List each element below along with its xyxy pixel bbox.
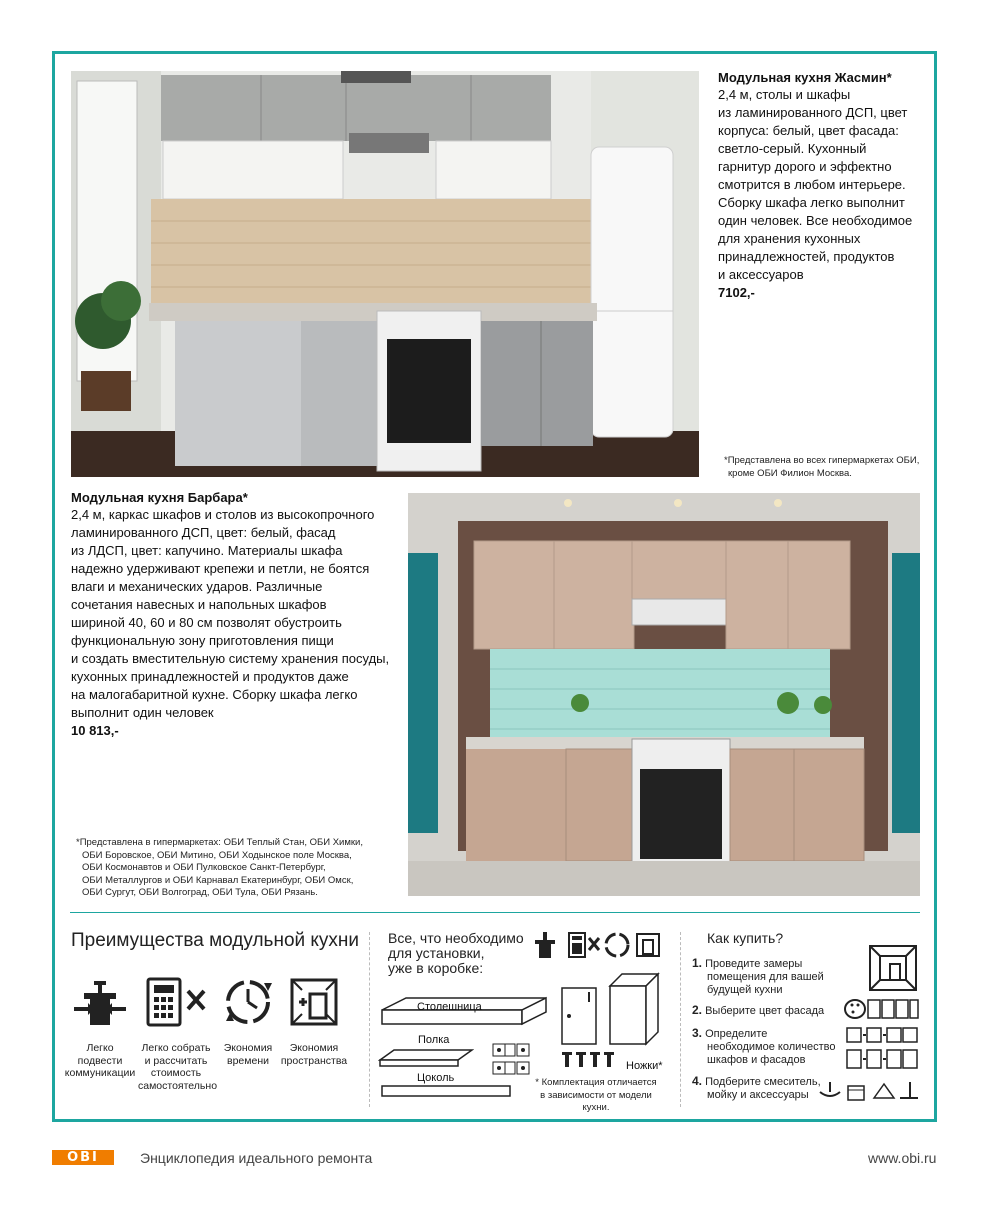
- footnote-line: *Представлена в гипермаркетах: ОБИ Теплый Стан, ОБИ Химки,: [76, 837, 363, 848]
- step-text: шкафов и фасадов: [707, 1054, 806, 1066]
- space-icon: [290, 978, 338, 1026]
- product2-desc-line: на малогабаритной кухне. Сборку шкафа легко: [71, 687, 358, 702]
- plinth-illustration: [380, 1084, 512, 1100]
- product1-price: 7102,-: [718, 285, 755, 300]
- step-text: Выберите цвет фасада: [705, 1005, 825, 1017]
- product1-desc-line: один человек. Все необходимое: [718, 213, 913, 228]
- product1-desc-line: корпуса: белый, цвет фасада:: [718, 123, 899, 138]
- obi-logo-text: OBI: [67, 1150, 99, 1165]
- footnote-line: *Представлена во всех гипермаркетах ОБИ,: [724, 455, 920, 466]
- cross-tools-icon: [589, 938, 599, 950]
- product2-desc-line: функциональную зону приготовления пищи: [71, 633, 334, 648]
- product1-desc-line: гарнитур дорого и эффектно: [718, 159, 892, 174]
- product2-description: [71, 506, 401, 740]
- cabinet-illustration: [606, 972, 660, 1048]
- howto-step-3: [692, 1027, 842, 1067]
- product2-desc-line: из ЛДСП, цвет: капучино. Материалы шкафа: [71, 543, 343, 558]
- product2-desc-line: надежно удерживают крепежи и петли, не боятся: [71, 561, 370, 576]
- product1-desc-line: 2,4 м, столы и шкафы: [718, 87, 851, 102]
- obi-logo[interactable]: [52, 1150, 114, 1165]
- product1-desc-line: смотрится в любом интерьере.: [718, 177, 906, 192]
- product2-desc-line: выполнит один человек: [71, 705, 214, 720]
- caption-line: Легко собрать: [141, 1042, 211, 1054]
- caption-line: и рассчитать: [144, 1054, 208, 1067]
- step-text: помещения для вашей: [707, 971, 824, 983]
- product2-desc-line: кухонных принадлежностей и продуктов даже: [71, 669, 349, 684]
- box-title-line: для установки,: [388, 945, 485, 961]
- kitchen-jasmine-photo: [71, 71, 699, 477]
- step-text: будущей кухни: [707, 984, 783, 996]
- countertop-label: Столешница: [417, 1001, 482, 1013]
- space-icon: [637, 934, 659, 956]
- legs-illustration: [560, 1050, 616, 1070]
- advantage-caption: [212, 1042, 284, 1067]
- column-separator: [369, 932, 370, 1107]
- footer-tagline: Энциклопедия идеального ремонта: [140, 1150, 373, 1166]
- advantage-caption: [278, 1042, 350, 1067]
- product1-title: Модульная кухня Жасмин*: [718, 70, 892, 85]
- product2-desc-line: шириной 40, 60 и 80 см позволят обустроить: [71, 615, 342, 630]
- hinges-illustration: [490, 1040, 532, 1078]
- product2-desc-line: ламинированного ДСП, цвет: белый, фасад: [71, 525, 336, 540]
- calculator-icon: [569, 933, 585, 957]
- caption-line: времени: [227, 1054, 269, 1067]
- step-text: Определите: [705, 1028, 768, 1040]
- howto-title: Как купить?: [707, 930, 784, 946]
- step-text: Проведите замеры: [705, 958, 803, 970]
- room-measure-icon: [868, 944, 918, 992]
- product2-title: Модульная кухня Барбара*: [71, 490, 248, 505]
- footnote-line: кроме ОБИ Филион Москва.: [728, 467, 852, 479]
- caption-line: Экономия: [289, 1042, 339, 1054]
- product1-description: [718, 86, 923, 302]
- caption-line: подвести: [77, 1054, 123, 1067]
- caption-line: Легко: [86, 1042, 114, 1054]
- product2-price: 10 813,-: [71, 723, 119, 738]
- step-number: 4.: [692, 1074, 703, 1088]
- step-text: мойку и аксессуары: [707, 1089, 809, 1101]
- product1-desc-line: из ламинированного ДСП, цвет: [718, 105, 908, 120]
- step-number: 2.: [692, 1003, 703, 1017]
- product1-footnote: [724, 455, 919, 480]
- product1-desc-line: и аксессуаров: [718, 267, 804, 282]
- howto-step-1: [692, 957, 842, 997]
- legs-label: Ножки*: [626, 1060, 663, 1072]
- product1-desc-line: Сборку шкафа легко выполнит: [718, 195, 905, 210]
- section-divider: [70, 912, 920, 913]
- caption-line: коммуникации: [64, 1067, 136, 1079]
- product1-desc-line: для хранения кухонных: [718, 231, 861, 246]
- calculator-icon: [146, 977, 208, 1029]
- shelf-illustration: [378, 1046, 474, 1068]
- product1-desc-line: светло-серый. Кухонный: [718, 141, 867, 156]
- howto-step-2: [692, 1004, 832, 1018]
- advantage-caption: [62, 1042, 138, 1080]
- kitchen-barbara-photo: [408, 493, 920, 896]
- color-palette-icon: [844, 996, 920, 1022]
- box-title-line: уже в коробке:: [388, 960, 484, 976]
- footnote-line: ОБИ Металлургов и ОБИ Карнавал Екатеринбург, ОБИ Омск,: [82, 874, 354, 886]
- advantages-title: Преимущества модульной кухни: [71, 930, 360, 951]
- door-panel-illustration: [560, 986, 600, 1046]
- shelf-label: Полка: [418, 1034, 450, 1046]
- product2-desc-line: влаги и механических ударов. Различные: [71, 579, 323, 594]
- step-text: необходимое количество: [707, 1041, 836, 1053]
- product2-desc-line: и создать вместительную систему хранения посуды,: [71, 651, 390, 666]
- plinth-label: Цоколь: [417, 1072, 455, 1084]
- box-note-line: в зависимости от модели кухни.: [540, 1089, 652, 1113]
- advantage-caption: [138, 1042, 218, 1092]
- product2-footnote: [76, 837, 363, 900]
- box-note: [527, 1077, 665, 1115]
- appliances-icon: [818, 1078, 920, 1102]
- clock-icon: [606, 934, 628, 956]
- step-number: 1.: [692, 956, 703, 970]
- box-title-line: Все, что необходимо: [388, 930, 524, 946]
- footnote-line: ОБИ Боровское, ОБИ Митино, ОБИ Ходынское поле Москва,: [82, 849, 352, 861]
- step-text: Подберите смеситель,: [705, 1076, 821, 1088]
- footnote-line: ОБИ Космонавтов и ОБИ Пулковское Санкт-Петербург,: [82, 862, 326, 873]
- step-number: 3.: [692, 1026, 703, 1040]
- footnote-line: ОБИ Сургут, ОБИ Волгоград, ОБИ Тула, ОБИ Рязань.: [82, 887, 318, 898]
- box-title: [388, 931, 524, 976]
- caption-line: пространства: [280, 1054, 348, 1067]
- column-separator: [680, 932, 681, 1107]
- caption-line: Экономия: [223, 1042, 273, 1054]
- caption-line: самостоятельно: [138, 1079, 218, 1092]
- box-contents-icons: [533, 930, 661, 960]
- footer-url[interactable]: www.obi.ru: [868, 1150, 937, 1166]
- plumbing-icon: [72, 975, 128, 1029]
- caption-line: стоимость: [150, 1067, 202, 1079]
- box-note-line: * Комплектация отличается: [535, 1077, 657, 1088]
- plumbing-icon: [535, 932, 555, 958]
- product2-desc-line: 2,4 м, каркас шкафов и столов из высокопрочного: [71, 507, 375, 522]
- cabinet-set-icon: [845, 1026, 919, 1070]
- product1-desc-line: принадлежностей, продуктов: [718, 249, 895, 264]
- clock-icon: [222, 975, 274, 1029]
- product2-desc-line: сочетания навесных и напольных шкафов: [71, 597, 327, 612]
